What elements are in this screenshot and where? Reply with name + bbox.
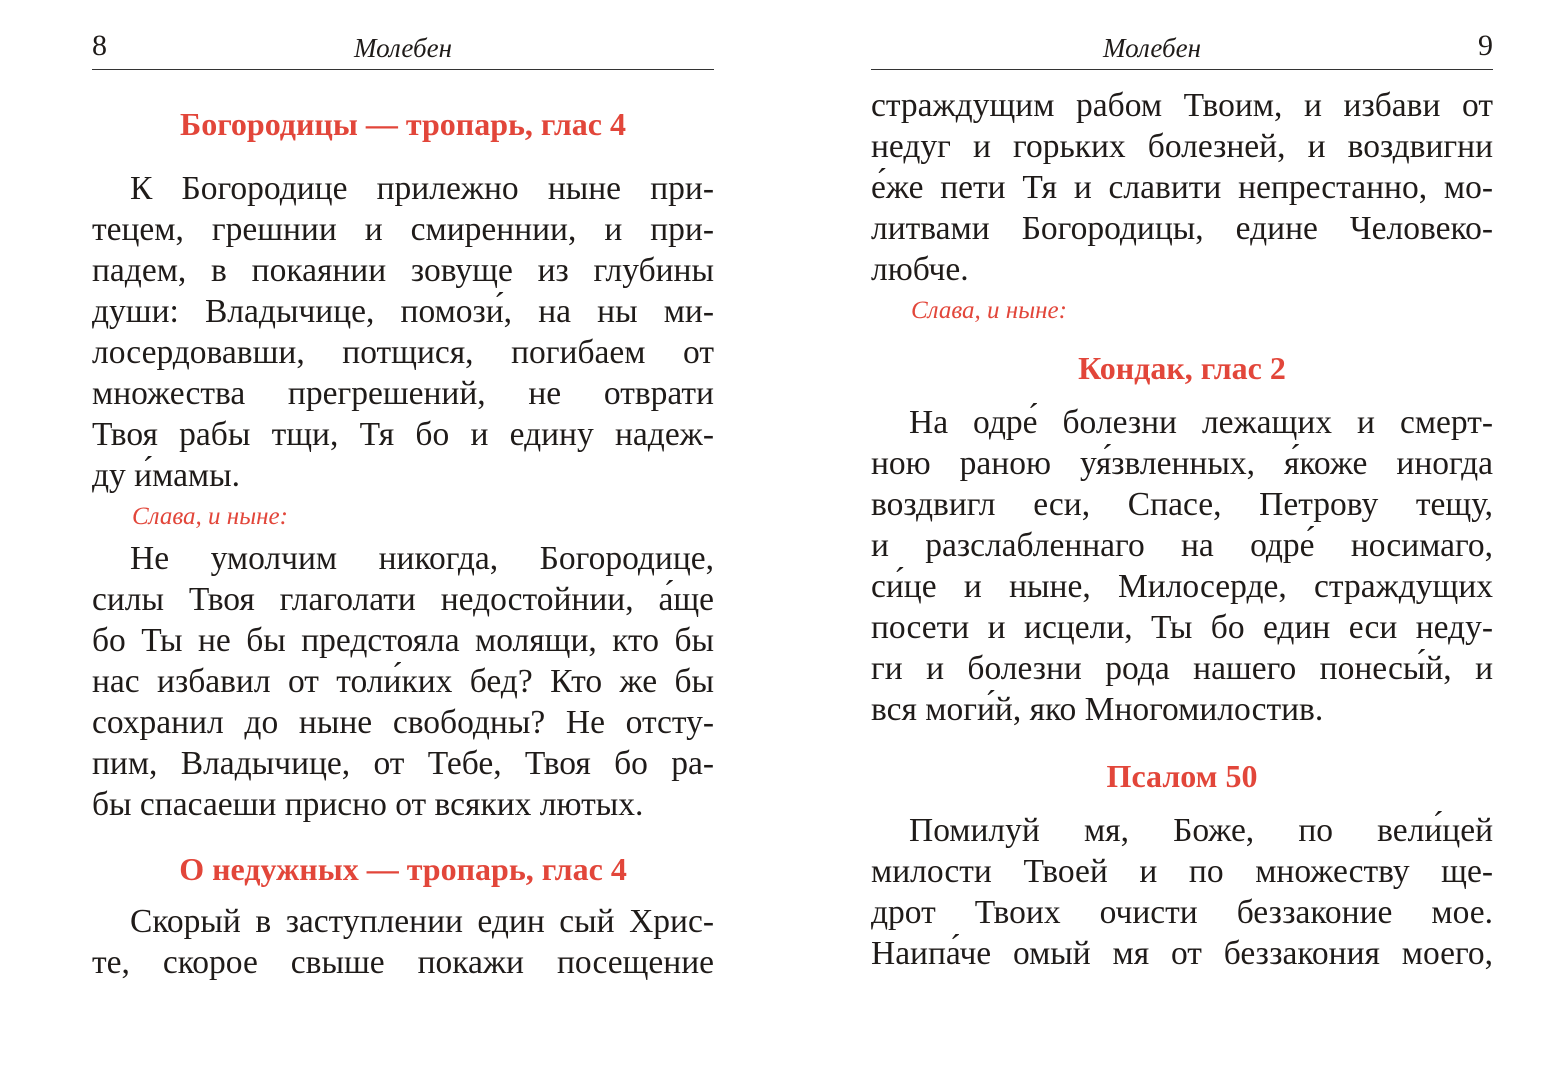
section-heading: О недужных — тропарь, глас 4 [179,851,627,887]
paragraph [92,538,714,825]
text-line: любче. [871,251,969,288]
text-line: вся моги́й, яко Многомилостив. [871,691,1324,728]
rubric: Слава, и ныне: [132,503,288,530]
left-page [92,0,714,1087]
paragraph [871,85,1493,290]
page-number: 9 [1478,29,1493,62]
text-line: души: Владычице, помози́, на ны ми- [92,293,714,330]
text-line: сохранил до ныне свободны? Не отсту- [92,704,714,741]
text-line: падем, в покаянии зовуще из глубины [92,252,714,289]
right-page [871,0,1493,1087]
text-line: си́це и ныне, Милосерде, страждущих [871,568,1493,605]
text-line: силы Твоя глаголати недостойнии, а́ще [92,581,714,618]
text-line: Твоя рабы тщи, Тя бо и едину надеж- [92,416,714,453]
text-line: воздвигл еси, Спасе, Петрову тещу, [871,486,1493,523]
running-head [92,0,714,70]
paragraph [871,810,1493,974]
text-line: К Богородице прилежно ныне при- [130,170,714,207]
text-line: пим, Владычице, от Тебе, Твоя бо ра- [92,745,714,782]
text-line: посети и исцели, Ты бо един еси неду- [871,609,1493,646]
page-number: 8 [92,29,107,62]
page-content [871,85,1493,974]
text-line: Наипа́че омый мя от беззакония моего, [871,935,1493,972]
section-heading: Богородицы — тропарь, глас 4 [180,106,626,142]
rubric: Слава, и ныне: [911,297,1067,324]
text-line: страждущим рабом Твоим, и избави от [871,87,1493,124]
text-line: е́же пети Тя и славити непрестанно, мо- [871,169,1493,206]
text-line: те, скорое свыше покажи посещение [92,944,714,981]
paragraph [92,168,714,496]
text-line: нас избавил от толи́ких бед? Кто же бы [92,663,714,700]
section-heading: Псалом 50 [1106,758,1258,794]
text-line: ги и болезни рода нашего понесы́й, и [871,650,1493,687]
running-head-title: Молебен [354,33,452,63]
text-line: лосердовавши, потщися, погибаем от [92,334,714,371]
text-line: Не умолчим никогда, Богородице, [130,540,714,577]
text-line: и разслабленнаго на одре́ носимаго, [871,527,1493,564]
text-line: Помилуй мя, Боже, по вели́цей [909,812,1493,849]
text-line: тецем, грешнии и смиреннии, и при- [92,211,714,248]
paragraph [871,402,1493,730]
text-line: милости Твоей и по множеству ще- [871,853,1493,890]
section-heading: Кондак, глас 2 [1078,350,1286,386]
text-line: ною раною уя́звленных, я́коже иногда [871,445,1493,482]
page-content [92,104,714,983]
text-line: Скорый в заступлении един сый Хрис- [130,903,714,940]
running-head [871,0,1493,70]
text-line: множества прегрешений, не отврати [92,375,714,412]
text-line: литвами Богородицы, едине Человеко- [871,210,1493,247]
text-line: бы спасаеши присно от всяких лютых. [92,786,644,823]
text-line: ду и́мамы. [92,457,241,494]
text-line: дрот Твоих очисти беззаконие мое. [871,894,1493,931]
text-line: На одре́ болезни лежащих и смерт- [909,404,1493,441]
paragraph [92,901,714,983]
text-line: недуг и горьких болезней, и воздвигни [871,128,1493,165]
running-head-title: Молебен [1103,33,1201,63]
text-line: бо Ты не бы предстояла молящи, кто бы [92,622,714,659]
